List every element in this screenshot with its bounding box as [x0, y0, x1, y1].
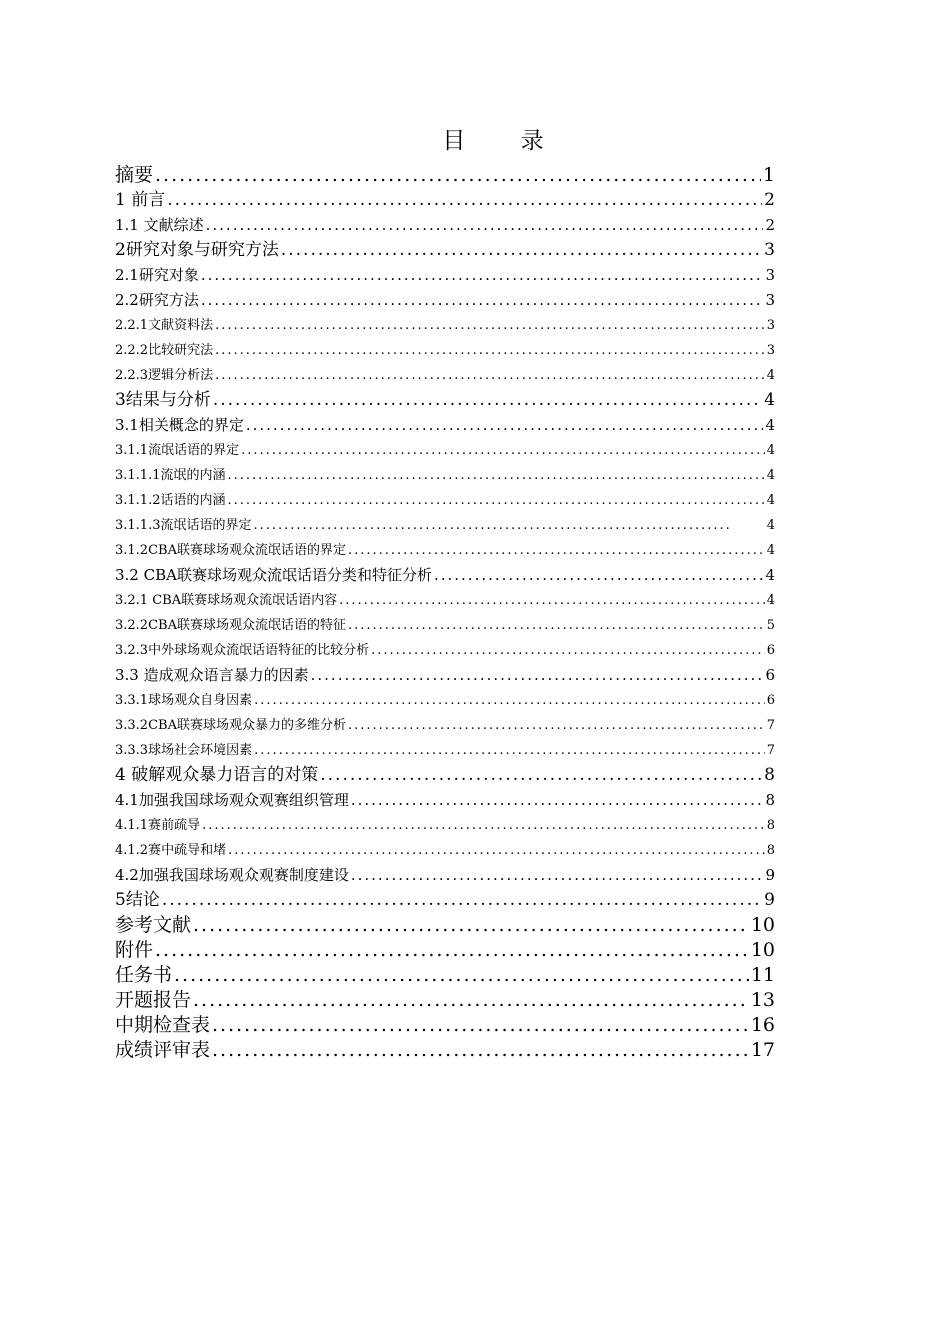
toc-entry-page-number: 4 — [765, 416, 775, 434]
toc-entry-page-number: 8 — [766, 818, 775, 833]
toc-entry — [115, 363, 775, 388]
toc-entry-label: 2.2研究方法 — [115, 291, 199, 309]
toc-entry — [115, 763, 775, 788]
toc-entry-label: 5结论 — [115, 890, 160, 910]
toc-entry — [115, 638, 775, 663]
toc-entry — [115, 1013, 775, 1038]
toc-entry — [115, 388, 775, 413]
toc-entry — [115, 163, 775, 188]
dot-leader — [227, 463, 764, 488]
toc-entry — [115, 788, 775, 813]
toc-entry-label: 2.2.2比较研究法 — [115, 343, 214, 358]
dot-leader — [254, 688, 765, 713]
toc-entry — [115, 963, 775, 988]
dot-leader — [167, 188, 762, 213]
toc-entry-page-number: 4 — [766, 443, 775, 458]
dot-leader — [212, 1013, 749, 1038]
toc-entry-page-number: 2 — [764, 190, 775, 210]
toc-title: 目 录 — [442, 128, 568, 154]
toc-entry-label: 任务书 — [115, 964, 173, 986]
dot-leader — [434, 563, 763, 588]
toc-entry-page-number: 6 — [766, 693, 775, 708]
toc-entry-label: 3.1.1.2话语的内涵 — [115, 493, 226, 508]
toc-entry-label: 3.1相关概念的界定 — [115, 416, 244, 434]
dot-leader — [281, 238, 762, 263]
toc-list — [115, 163, 775, 1063]
toc-entry-page-number: 8 — [765, 791, 775, 809]
toc-entry — [115, 613, 775, 638]
toc-entry-page-number: 1 — [762, 164, 775, 186]
toc-entry-label: 中期检查表 — [115, 1014, 211, 1036]
toc-entry-page-number: 10 — [750, 914, 775, 936]
toc-entry-label: 4.1.1赛前疏导 — [115, 818, 201, 833]
toc-entry-label: 3.1.1.1流氓的内涵 — [115, 468, 226, 483]
toc-entry — [115, 988, 775, 1013]
dot-leader — [228, 838, 765, 863]
dot-leader — [215, 363, 765, 388]
toc-entry-label: 成绩评审表 — [115, 1039, 211, 1061]
toc-entry-page-number: 8 — [764, 765, 775, 785]
toc-entry-page-number: 4 — [766, 468, 775, 483]
toc-entry-label: 摘要 — [115, 164, 154, 186]
toc-entry — [115, 488, 775, 513]
toc-entry-page-number: 9 — [764, 890, 775, 910]
toc-entry — [115, 238, 775, 263]
toc-entry — [115, 688, 775, 713]
toc-entry — [115, 538, 775, 563]
dot-leader — [193, 913, 749, 938]
toc-entry-page-number: 3 — [766, 318, 775, 333]
toc-entry — [115, 838, 775, 863]
toc-entry — [115, 713, 775, 738]
toc-entry — [115, 738, 775, 763]
toc-entry-label: 1.1 文献综述 — [115, 216, 204, 234]
toc-entry-label: 3.2.3中外球场观众流氓话语特征的比较分析 — [115, 643, 370, 658]
toc-entry-label: 4.1加强我国球场观众观赛组织管理 — [115, 791, 349, 809]
dot-leader — [212, 1038, 749, 1063]
toc-entry-page-number: 6 — [766, 643, 775, 658]
dot-leader — [241, 438, 765, 463]
dot-leader — [202, 813, 765, 838]
toc-entry-page-number: 3 — [765, 291, 775, 309]
dot-leader — [348, 713, 765, 738]
toc-entry-label: 3.1.1.3流氓话语的界定 — [115, 518, 252, 533]
toc-entry — [115, 438, 775, 463]
toc-entry-page-number: 4 — [764, 390, 775, 410]
toc-entry-label: 4 破解观众暴力语言的对策 — [115, 765, 319, 785]
toc-entry-page-number: 4 — [766, 493, 775, 508]
toc-entry-page-number: 4 — [766, 518, 775, 533]
dot-leader — [339, 588, 765, 613]
dot-leader — [162, 888, 762, 913]
toc-entry-page-number: 16 — [750, 1014, 775, 1036]
toc-entry-label: 参考文献 — [115, 914, 192, 936]
toc-entry-page-number: 4 — [766, 593, 775, 608]
dot-leader — [254, 738, 765, 763]
toc-entry-page-number: 8 — [766, 843, 775, 858]
toc-entry-page-number: 4 — [765, 566, 775, 584]
toc-entry-label: 3结果与分析 — [115, 390, 211, 410]
toc-entry-page-number: 3 — [765, 266, 775, 284]
toc-entry-label: 开题报告 — [115, 989, 192, 1011]
toc-entry-page-number: 10 — [750, 939, 775, 961]
toc-entry-label: 2.1研究对象 — [115, 266, 199, 284]
toc-entry — [115, 288, 775, 313]
toc-entry-page-number: 6 — [765, 666, 775, 684]
toc-entry-label: 2.2.1文献资料法 — [115, 318, 214, 333]
toc-entry-page-number: 7 — [766, 743, 775, 758]
dot-leader — [213, 388, 762, 413]
toc-entry-label: 4.1.2赛中疏导和堵 — [115, 843, 227, 858]
dot-leader — [155, 163, 761, 188]
toc-entry-page-number: 17 — [750, 1039, 775, 1061]
toc-entry — [115, 313, 775, 338]
dot-leader — [246, 413, 764, 438]
toc-entry-label: 3.3.3球场社会环境因素 — [115, 743, 253, 758]
toc-entry-page-number: 7 — [766, 718, 775, 733]
toc-entry-label: 3.3.1球场观众自身因素 — [115, 693, 253, 708]
toc-entry-page-number: 4 — [766, 368, 775, 383]
dot-leader — [348, 538, 765, 563]
toc-entry-label: 2研究对象与研究方法 — [115, 240, 279, 260]
dot-leader — [348, 613, 765, 638]
dot-leader — [193, 988, 749, 1013]
toc-entry-label: 3.1.1流氓话语的界定 — [115, 443, 240, 458]
toc-entry — [115, 463, 775, 488]
dot-leader — [206, 213, 764, 238]
toc-entry-page-number: 3 — [764, 240, 775, 260]
dot-leader — [215, 313, 765, 338]
dot-leader — [155, 938, 749, 963]
toc-entry — [115, 863, 775, 888]
dot-leader — [227, 488, 764, 513]
toc-entry — [115, 413, 775, 438]
toc-entry-label: 3.3 造成观众语言暴力的因素 — [115, 666, 309, 684]
toc-entry-label: 1 前言 — [115, 190, 166, 210]
dot-leader — [174, 963, 749, 988]
toc-entry — [115, 588, 775, 613]
toc-entry-page-number: 9 — [765, 866, 775, 884]
dot-leader — [201, 263, 764, 288]
toc-entry-label: 3.3.2CBA联赛球场观众暴力的多维分析 — [115, 718, 346, 733]
dot-leader — [351, 863, 764, 888]
dot-leader — [320, 763, 762, 788]
dot-leader — [253, 513, 729, 538]
toc-entry-label: 3.2.2CBA联赛球场观众流氓话语的特征 — [115, 618, 346, 633]
toc-entry-page-number: 2 — [765, 216, 775, 234]
toc-entry — [115, 888, 775, 913]
toc-entry — [115, 338, 775, 363]
toc-entry-label: 2.2.3逻辑分析法 — [115, 368, 214, 383]
toc-entry-label: 3.2.1 CBA联赛球场观众流氓话语内容 — [115, 593, 338, 608]
toc-entry — [115, 263, 775, 288]
toc-entry-label: 附件 — [115, 939, 154, 961]
dot-leader — [215, 338, 765, 363]
toc-entry — [115, 213, 775, 238]
toc-entry-page-number: 3 — [766, 343, 775, 358]
toc-entry — [115, 513, 775, 538]
toc-entry — [115, 913, 775, 938]
toc-entry-page-number: 5 — [766, 618, 775, 633]
toc-entry-page-number: 11 — [750, 964, 775, 986]
toc-entry — [115, 813, 775, 838]
toc-entry-label: 3.2 CBA联赛球场观众流氓话语分类和特征分析 — [115, 566, 432, 584]
toc-entry-page-number: 4 — [766, 543, 775, 558]
toc-entry-label: 4.2加强我国球场观众观赛制度建设 — [115, 866, 349, 884]
dot-leader — [371, 638, 765, 663]
toc-entry — [115, 663, 775, 688]
toc-entry — [115, 1038, 775, 1063]
toc-entry — [115, 563, 775, 588]
dot-leader — [351, 788, 764, 813]
toc-entry — [115, 188, 775, 213]
toc-entry-page-number: 13 — [750, 989, 775, 1011]
dot-leader — [311, 663, 764, 688]
dot-leader — [201, 288, 764, 313]
toc-entry-label: 3.1.2CBA联赛球场观众流氓话语的界定 — [115, 543, 346, 558]
toc-entry — [115, 938, 775, 963]
